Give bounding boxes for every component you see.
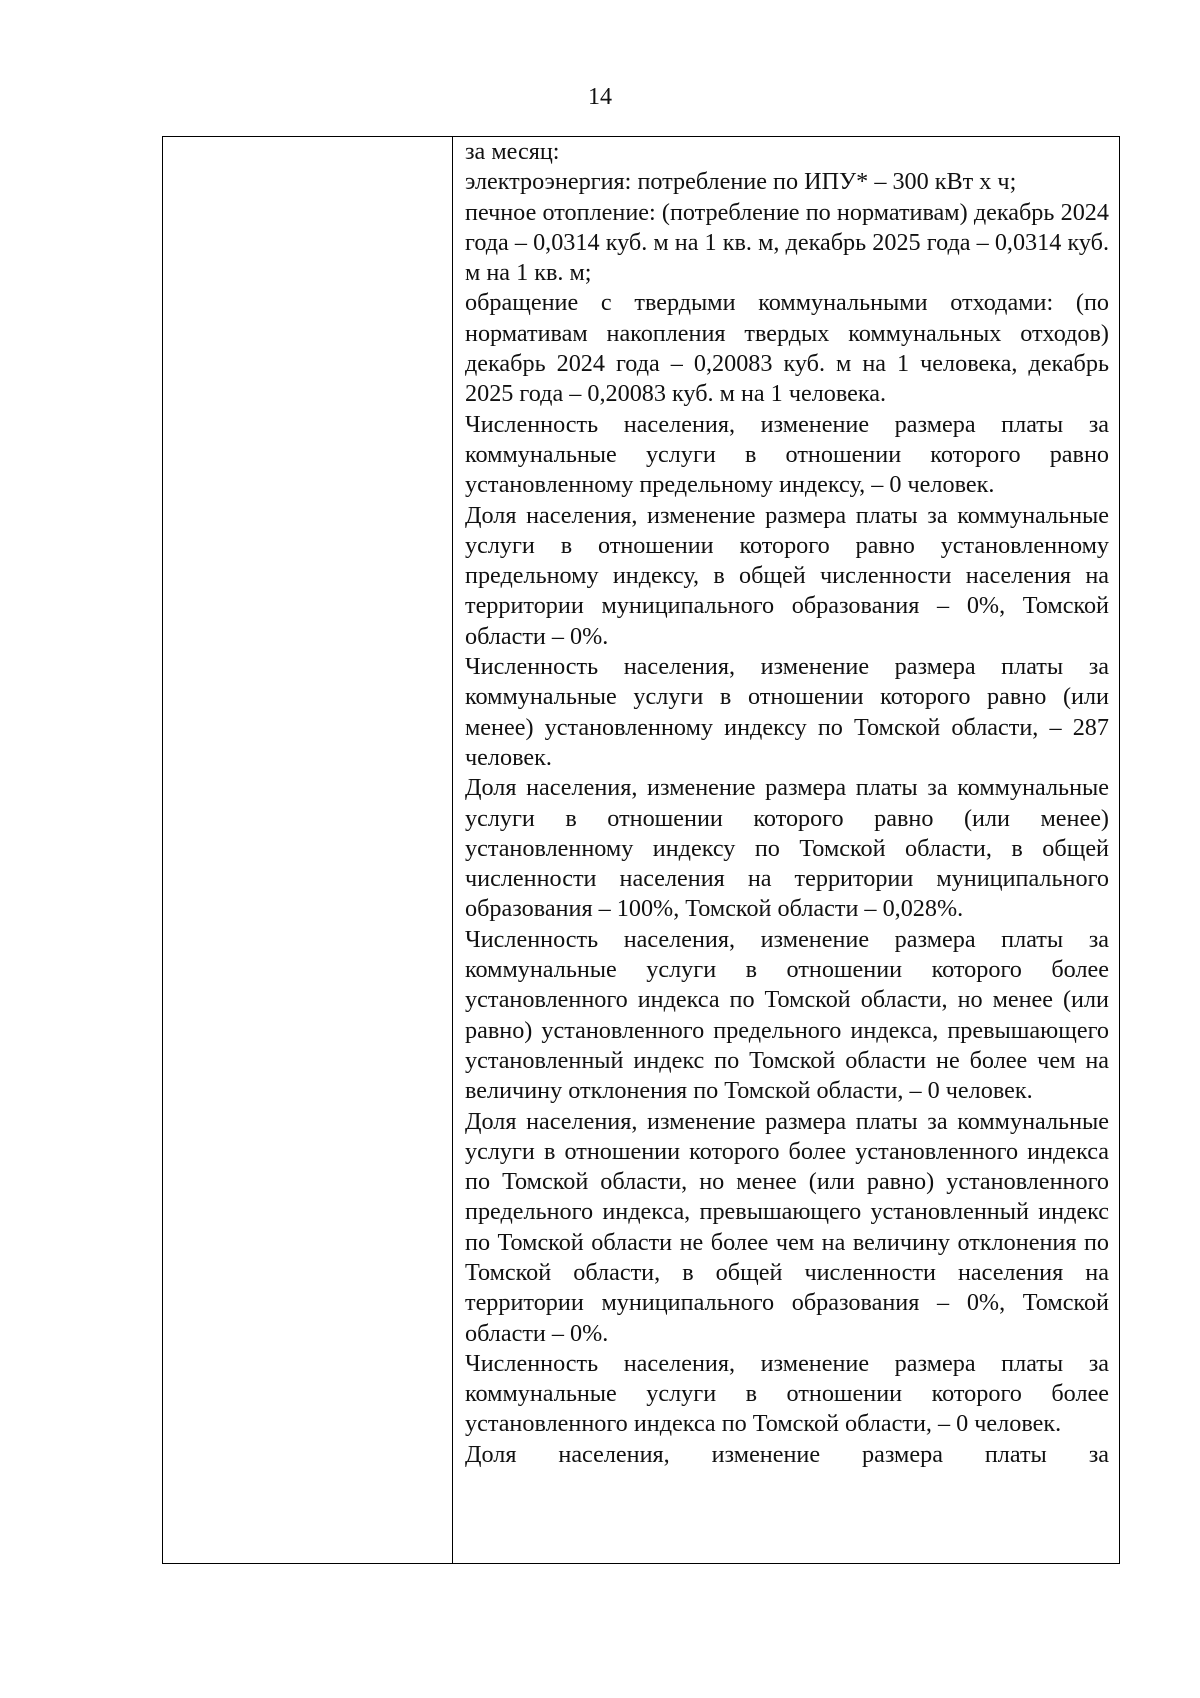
paragraph-solid-waste: обращение с твердыми коммунальными отходами: (по нормативам накопления твердых коммунальных отходов) декабрь 2024 года – 0,20083 куб. м на 1 человека, декабрь 2025 года – 0,20083 куб. м на 1 человека.: [465, 289, 1109, 408]
paragraph-share-below-index: Доля населения, изменение размера платы за коммунальные услуги в отношении которого равно (или менее) установленному индексу по Томской области, в общей численности населения на территории муниципального образования – 100%, Томской области – 0,028%.: [465, 774, 1109, 923]
paragraph-per-month: за месяц:: [465, 138, 560, 165]
paragraph-population-below-index: Численность населения, изменение размера платы за коммунальные услуги в отношении которого равно (или менее) установленному индексу по Томской области, – 287 человек.: [465, 653, 1109, 771]
paragraph-share-equal-limit: Доля населения, изменение размера платы за коммунальные услуги в отношении которого равно установленному предельному индексу, в общей численности населения на территории муниципального образования – 0%, Томской области – 0%.: [465, 501, 1109, 650]
table-right-cell: [453, 137, 1119, 1563]
paragraph-electricity: электроэнергия: потребление по ИПУ* – 300 кВт х ч;: [465, 168, 1017, 196]
paragraph-stove-heating: печное отопление: (потребление по нормативам) декабрь 2024 года – 0,0314 куб. м на 1 кв. м, декабрь 2025 года – 0,0314 куб. м на 1 кв. м;: [465, 198, 1109, 287]
document-table: [162, 136, 1120, 1564]
table-left-cell: [163, 137, 453, 1563]
paragraph-population-between-indexes: Численность населения, изменение размера платы за коммунальные услуги в отношении которого более установленного индекса по Томской области, но менее (или равно) установленного предельного индекса, превышающего установленный индекс по Томской области не более чем на величину отклонения по Томской области, – 0 человек.: [465, 925, 1109, 1105]
paragraph-population-above-index: Численность населения, изменение размера платы за коммунальные услуги в отношении которого более установленного индекса по Томской области, – 0 человек.: [465, 1349, 1109, 1438]
paragraph-share-above-index: Доля населения, изменение размера платы за: [465, 1440, 1109, 1468]
paragraph-share-between-indexes: Доля населения, изменение размера платы за коммунальные услуги в отношении которого более установленного индекса по Томской области, но менее (или равно) установленного предельного индекса, превышающего установленный индекс по Томской области не более чем на величину отклонения по Томской области, в общей численности населения на территории муниципального образования – 0%, Томской области – 0%.: [465, 1107, 1109, 1347]
page-number: 14: [588, 84, 612, 110]
paragraph-population-equal-limit: Численность населения, изменение размера платы за коммунальные услуги в отношении которого равно установленному предельному индексу, – 0 человек.: [465, 410, 1109, 499]
